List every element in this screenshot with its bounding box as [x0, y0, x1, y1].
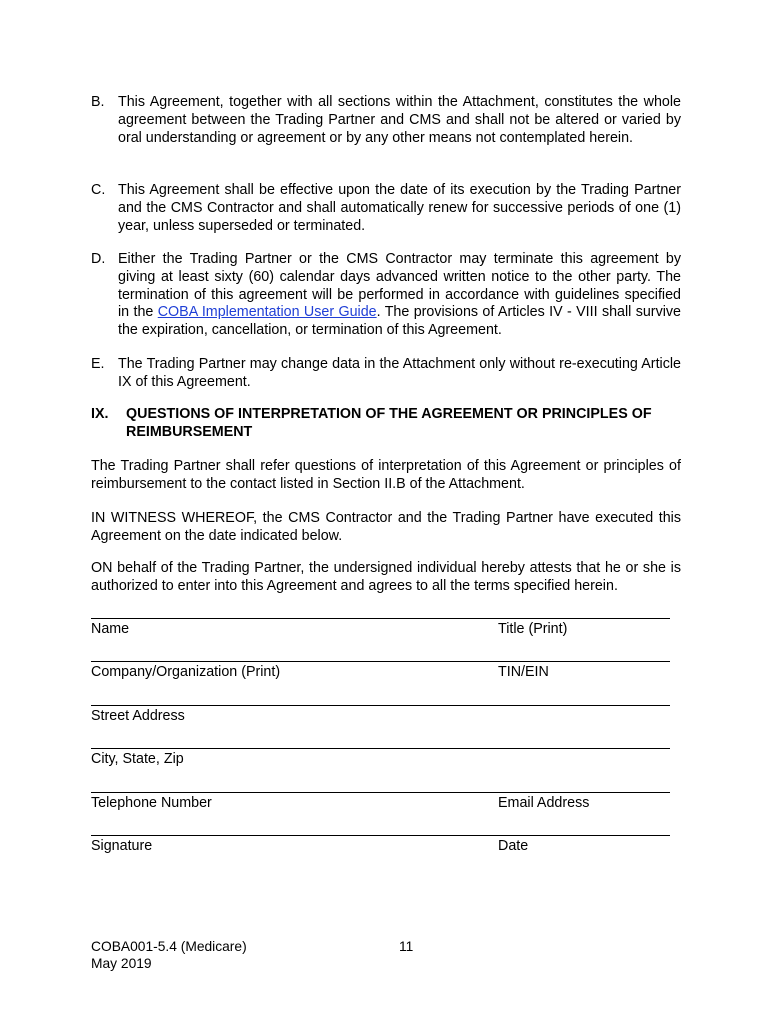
clause-text-end: . The provisions of Articles IV - VIII shall survive the expiration, cancellation, or termination of this Agreement.: [118, 304, 681, 339]
attestation-paragraph: ON behalf of the Trading Partner, the undersigned individual hereby attests that he or she is authorized to enter into this Agreement and agrees to all the terms specified herein.: [91, 560, 681, 594]
title-label: Title (Print): [498, 621, 568, 637]
company-label: Company/Organization (Print): [91, 664, 281, 680]
telephone-label: Telephone Number: [91, 795, 212, 811]
signature-label: Signature: [91, 838, 153, 854]
clause-text: This Agreement, together with all sections within the Attachment, constitutes the whole agreement between the Trading Partner and CMS and shall not be altered or varied by oral understanding or agreement or by any other means not contemplated herein.: [118, 94, 681, 146]
date-label: Date: [498, 838, 529, 854]
clause-text-start: Either the Trading Partner or the CMS Contractor may terminate this agreement by giving at least sixty (60) calendar days advanced written notice to the other party. The termination of this agreement will be performed in accordance with guidelines specified in the: [118, 251, 681, 321]
tin-ein-label: TIN/EIN: [498, 664, 549, 680]
section-heading: [91, 406, 681, 442]
clause-text: [118, 251, 681, 340]
section-number: IX.: [91, 406, 109, 422]
clause-letter: C.: [91, 182, 106, 198]
street-address-line[interactable]: [91, 705, 670, 706]
clause-letter: D.: [91, 251, 106, 267]
clause-text: The Trading Partner may change data in the Attachment only without re-executing Article IX of this Agreement.: [118, 356, 681, 390]
clause-b: [91, 94, 681, 147]
name-label: Name: [91, 621, 130, 637]
city-state-zip-line[interactable]: [91, 748, 670, 749]
clause-e: [91, 356, 681, 392]
clause-letter: B.: [91, 94, 105, 110]
city-state-zip-label: City, State, Zip: [91, 751, 184, 767]
clause-d: [91, 251, 681, 340]
signature-line[interactable]: [91, 835, 670, 836]
telephone-line[interactable]: [91, 792, 670, 793]
name-line[interactable]: [91, 618, 670, 619]
street-address-label: Street Address: [91, 708, 185, 724]
company-line[interactable]: [91, 661, 670, 662]
coba-user-guide-link[interactable]: COBA Implementation User Guide: [157, 304, 377, 321]
clause-letter: E.: [91, 356, 105, 372]
clause-text: This Agreement shall be effective upon the date of its execution by the Trading Partner and the CMS Contractor and shall automatically renew for successive periods of one (1) year, unless superseded or terminated.: [118, 182, 681, 234]
footer-date: May 2019: [91, 956, 152, 971]
page-number: 11: [399, 939, 414, 954]
witness-paragraph: IN WITNESS WHEREOF, the CMS Contractor and the Trading Partner have executed this Agreement on the date indicated below.: [91, 510, 681, 544]
section-title: QUESTIONS OF INTERPRETATION OF THE AGREEMENT OR PRINCIPLES OF REIMBURSEMENT: [126, 406, 652, 440]
footer-form-id: COBA001-5.4 (Medicare): [91, 939, 247, 954]
clause-c: [91, 182, 681, 235]
email-label: Email Address: [498, 795, 590, 811]
interpretation-paragraph: The Trading Partner shall refer questions of interpretation of this Agreement or principles of reimbursement to the contact listed in Section II.B of the Attachment.: [91, 458, 681, 492]
